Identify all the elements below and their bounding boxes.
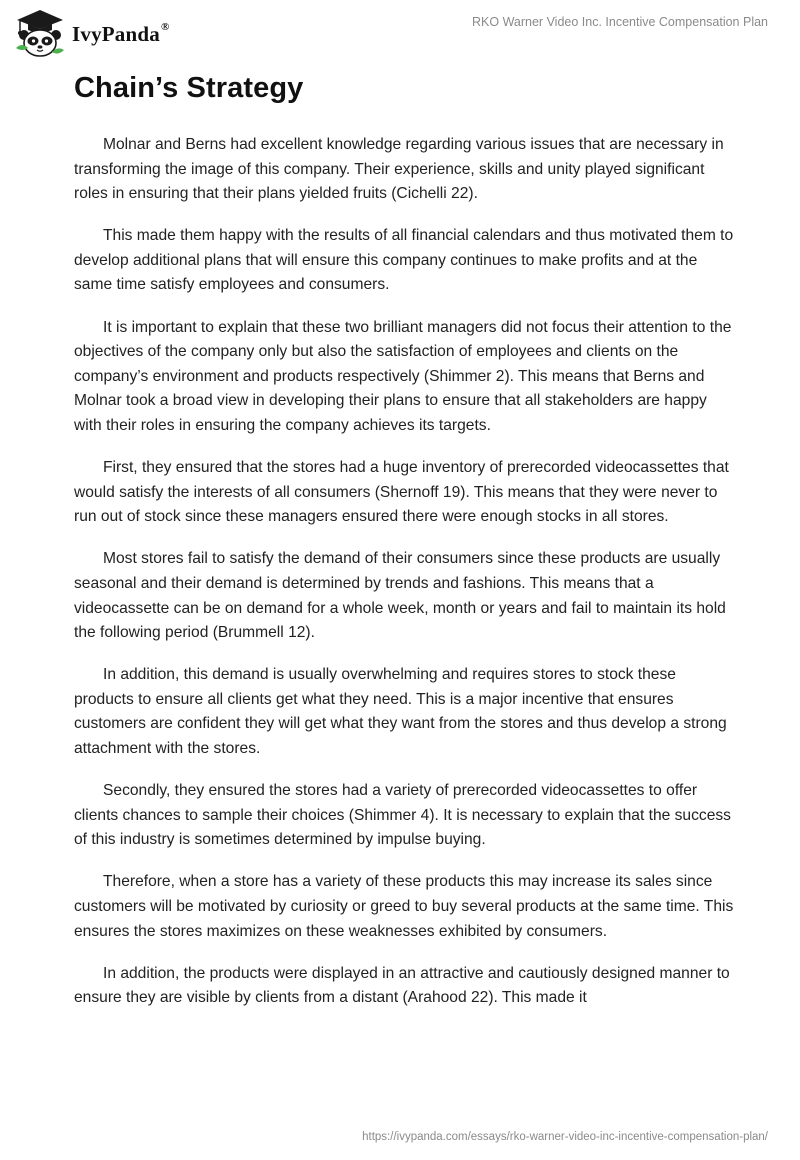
paragraph: First, they ensured that the stores had a huge inventory of prerecorded videocassettes that would satisfy the interests of all consumers (Shernoff 19). This means that they were never to run out of stock since these managers ensured there were enough stocks in all stores.: [74, 459, 729, 526]
source-url[interactable]: https://ivypanda.com/essays/rko-warner-video-inc-incentive-compensation-plan/: [362, 1131, 768, 1143]
brand-name: [72, 22, 169, 47]
page-header: [0, 0, 800, 70]
registered-mark: ®: [160, 20, 170, 33]
paragraph: Molnar and Berns had excellent knowledge regarding various issues that are necessary in transforming the image of this company. Their experience, skills and unity played significant roles in ensuring that their plans yielded fruits (Cichelli 22).: [74, 136, 724, 203]
paragraph: In addition, this demand is usually overwhelming and requires stores to stock these products to ensure all clients get what they need. This is a major incentive that ensures customers are confident they will get what they want from the stores and thus develop a strong attachment with the stores.: [74, 666, 727, 757]
article-body: [74, 133, 734, 1028]
page-title: Chain’s Strategy: [74, 72, 304, 104]
paragraph: Most stores fail to satisfy the demand of their consumers since these products are usually seasonal and their demand is determined by trends and fashions. This means that a videocassette can be on demand for a whole week, month or years and fail to maintain its hold the following period (Brummell 12).: [74, 550, 726, 642]
brand-text: IvyPanda: [72, 21, 160, 46]
paragraph: Therefore, when a store has a variety of these products this may increase its sales since customers will be motivated by curiosity or greed to buy several products at the same time. This ensures the stores maximizes on these weaknesses exhibited by consumers.: [74, 873, 734, 940]
paragraph: Secondly, they ensured the stores had a variety of prerecorded videocassettes to offer clients chances to sample their choices (Shimmer 4). It is necessary to explain that the success of this industry is sometimes determined by impulse buying.: [74, 782, 731, 849]
paragraph: This made them happy with the results of all financial calendars and thus motivated them to develop additional plans that will ensure this company continues to make profits and at the same time satisfy employees and consumers.: [74, 227, 734, 294]
paragraph: It is important to explain that these two brilliant managers did not focus their attention to the objectives of the company only but also the satisfaction of employees and clients on the company’s environment and products respectively (Shimmer 2). This means that Berns and Molnar took a broad view in developing their plans to ensure that all stakeholders are happy with their roles in ensuring the company achieves its targets.: [74, 318, 732, 434]
panda-graduation-cap-icon: [14, 8, 66, 58]
paragraph: In addition, the products were displayed in an attractive and cautiously designed manner to ensure they are visible by clients from a distant (Arahood 22). This made it: [74, 964, 730, 1007]
document-title: RKO Warner Video Inc. Incentive Compensation Plan: [472, 15, 768, 29]
ivypanda-logo[interactable]: [14, 8, 169, 58]
